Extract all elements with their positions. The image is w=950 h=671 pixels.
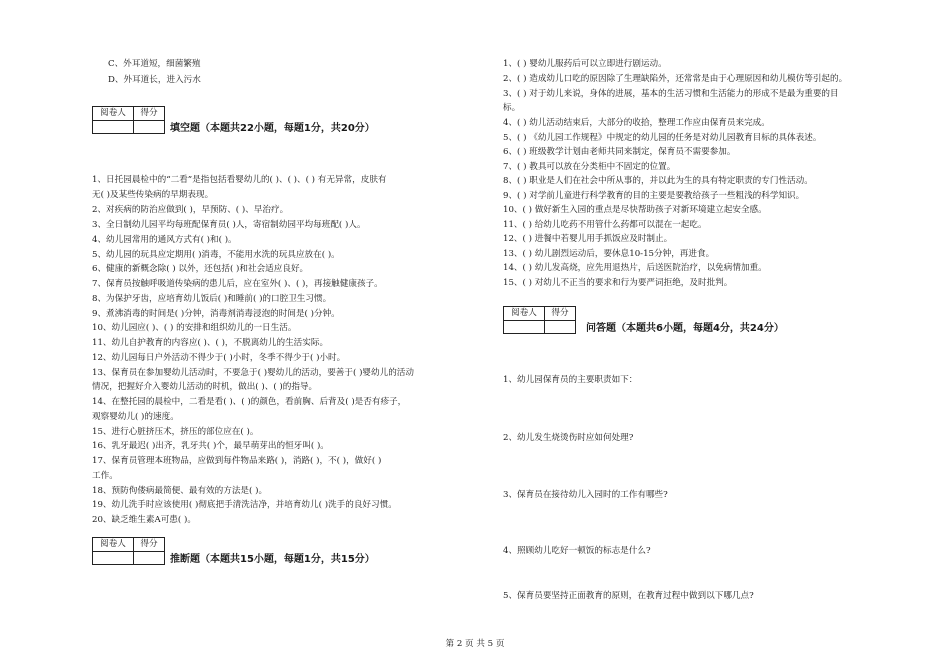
fill-line: 17、保育员管理本班物品，应做到每件物品来路( )，消路( )，不( )，做好( ) (92, 456, 382, 466)
score-box-fill (92, 106, 165, 134)
judge-line: 13、( ) 幼儿剧烈运动后，要休息10-15分钟，再进食。 (503, 249, 715, 259)
score-box-judge (92, 537, 165, 565)
qa-question: 4、照顾幼儿吃好一顿饭的标志是什么? (503, 546, 651, 556)
reviewer-cell (93, 552, 134, 565)
score-cell (134, 552, 165, 565)
judge-line: 9、( ) 对学前儿童进行科学教育的目的主要是要教给孩子一些粗浅的科学知识。 (503, 191, 805, 201)
score-label: 得分 (545, 307, 576, 321)
judge-line: 2、( ) 造成幼儿口吃的原因除了生理缺陷外，还常常是由于心理原因和幼儿模仿等引起的。 (503, 74, 848, 84)
fill-line: 19、幼儿洗手时应该使用( )彻底把手清洗洁净，并培育幼儿( )洗手的良好习惯。 (92, 500, 397, 510)
score-label: 得分 (134, 538, 165, 552)
judge-line: 4、( ) 幼儿活动结束后，大部分的收拾，整理工作应由保育员来完成。 (503, 118, 770, 128)
fill-section-title: 填空题（本题共22小题，每题1分，共20分） (170, 123, 375, 134)
judge-line: 3、( ) 对于幼儿来说，身体的进展，基本的生活习惯和生活能力的形成不是最为重要的目 (503, 89, 839, 99)
judge-line: 1、( ) 婴幼儿服药后可以立即进行剧运动。 (503, 59, 667, 69)
fill-line: 10、幼儿园应( )、( ) 的安排和组织幼儿的一日生活。 (92, 323, 297, 333)
page-number: 第 2 页 共 5 页 (445, 639, 505, 649)
reviewer-label: 阅卷人 (504, 307, 545, 321)
fill-line: 9、煮沸消毒的时间是( )分钟，消毒剂消毒浸泡的时间是( )分钟。 (92, 309, 340, 319)
reviewer-label: 阅卷人 (93, 538, 134, 552)
fill-line: 观察婴幼儿( )的速度。 (92, 412, 179, 422)
fill-line: 18、预防佝偻病最简便、最有效的方法是( )。 (92, 486, 268, 496)
judge-line: 10、( ) 做好新生入园的重点是尽快帮助孩子对新环境建立起安全感。 (503, 205, 767, 215)
fill-line: 2、对疾病的防治应做到( )，早预防、( )、早治疗。 (92, 205, 289, 215)
judge-section-title: 推断题（本题共15小题，每题1分，共15分） (170, 554, 375, 565)
qa-question: 5、保育员要坚持正面教育的原则，在教育过程中做到以下哪几点? (503, 591, 754, 601)
judge-line: 12、( ) 进餐中若婴儿用手抓饭应及时制止。 (503, 234, 673, 244)
fill-line: 3、全日制幼儿园平均每班配保育员( )人，寄宿制幼园平均每班配( )人。 (92, 220, 366, 230)
fill-line: 5、幼儿园的玩具应定期用( )消毒，不能用水洗的玩具应放在( )。 (92, 250, 340, 260)
fill-line: 6、健康的新概念除( ) 以外，还包括( )和社会适应良好。 (92, 264, 309, 274)
score-label: 得分 (134, 107, 165, 121)
reviewer-cell (93, 121, 134, 134)
judge-line: 8、( ) 职业是人们在社会中所从事的，并以此为生的具有特定职责的专门性活动。 (503, 176, 813, 186)
qa-question: 1、幼儿园保育员的主要职责如下： (503, 375, 638, 385)
judge-line: 标。 (503, 103, 521, 113)
fill-line: 16、乳牙最迟( )出齐，乳牙共( )个，最早萌芽出的恒牙叫( )。 (92, 441, 329, 451)
fill-line: 11、幼儿自护教育的内容应( )、( )，不脱离幼儿的生活实际。 (92, 338, 329, 348)
qa-question: 3、保育员在接待幼儿入园时的工作有哪些? (503, 490, 668, 500)
qa-section-title: 问答题（本题共6小题，每题4分，共24分） (586, 323, 784, 334)
fill-line: 8、为保护牙齿，应培育幼儿饭后( )和睡前( )的口腔卫生习惯。 (92, 294, 332, 304)
score-cell (134, 121, 165, 134)
fill-line: 12、幼儿园每日户外活动不得少于( )小时，冬季不得少于( )小时。 (92, 353, 346, 363)
judge-line: 14、( ) 幼儿发高烧，应先用退热片，后送医院治疗，以免病情加重。 (503, 263, 767, 273)
fill-line: 14、在整托园的晨检中，二看是看( )、( )的颜色，看前胸、后背及( )是否有疹子， (92, 397, 407, 407)
judge-line: 15、( ) 对幼儿不正当的要求和行为要严词拒绝，及时批判。 (503, 278, 733, 288)
qa-question: 2、幼儿发生烧烫伤时应如何处理? (503, 433, 634, 443)
judge-line: 7、( ) 教具可以放在分类柜中不固定的位置。 (503, 162, 676, 172)
reviewer-cell (504, 321, 545, 334)
fill-line: 20、缺乏维生素A可患( )。 (92, 515, 196, 525)
fill-line: 13、保育员在参加婴幼儿活动时，不要急于( )婴幼儿的活动，要善于( )婴幼儿的活动 (92, 368, 414, 378)
fill-line: 15、进行心脏挤压术，挤压的部位应在( )。 (92, 427, 259, 437)
score-box-qa (503, 306, 576, 334)
fill-line: 工作。 (92, 471, 118, 481)
option-c: C、外耳道短，细菌繁殖 (108, 59, 201, 69)
judge-line: 6、( ) 班级教学计划由老师共同来制定，保育员不需要参加。 (503, 147, 736, 157)
option-d: D、外耳道长，进入污水 (108, 75, 201, 85)
judge-line: 5、( ) 《幼儿园工作规程》中规定的幼儿园的任务是对幼儿园教育目标的具体表述。 (503, 133, 822, 143)
reviewer-label: 阅卷人 (93, 107, 134, 121)
fill-line: 7、保育员按触呼吸道传染病的患儿后，应在室外( )、( )，再接触健康孩子。 (92, 279, 383, 289)
fill-line: 1、日托园晨检中的“二看”是指包括看婴幼儿的( )、( )、( ) 有无异常，皮肤有 (92, 175, 387, 185)
fill-line: 情况，把握好介入婴幼儿活动的时机，做出( )、( )的指导。 (92, 382, 318, 392)
score-cell (545, 321, 576, 334)
judge-line: 11、( ) 给幼儿吃药不用管什么药都可以混在一起吃。 (503, 220, 707, 230)
fill-line: 4、幼儿园常用的通风方式有( )和( )。 (92, 235, 237, 245)
fill-line: 无( )及某些传染病的早期表现。 (92, 190, 214, 200)
